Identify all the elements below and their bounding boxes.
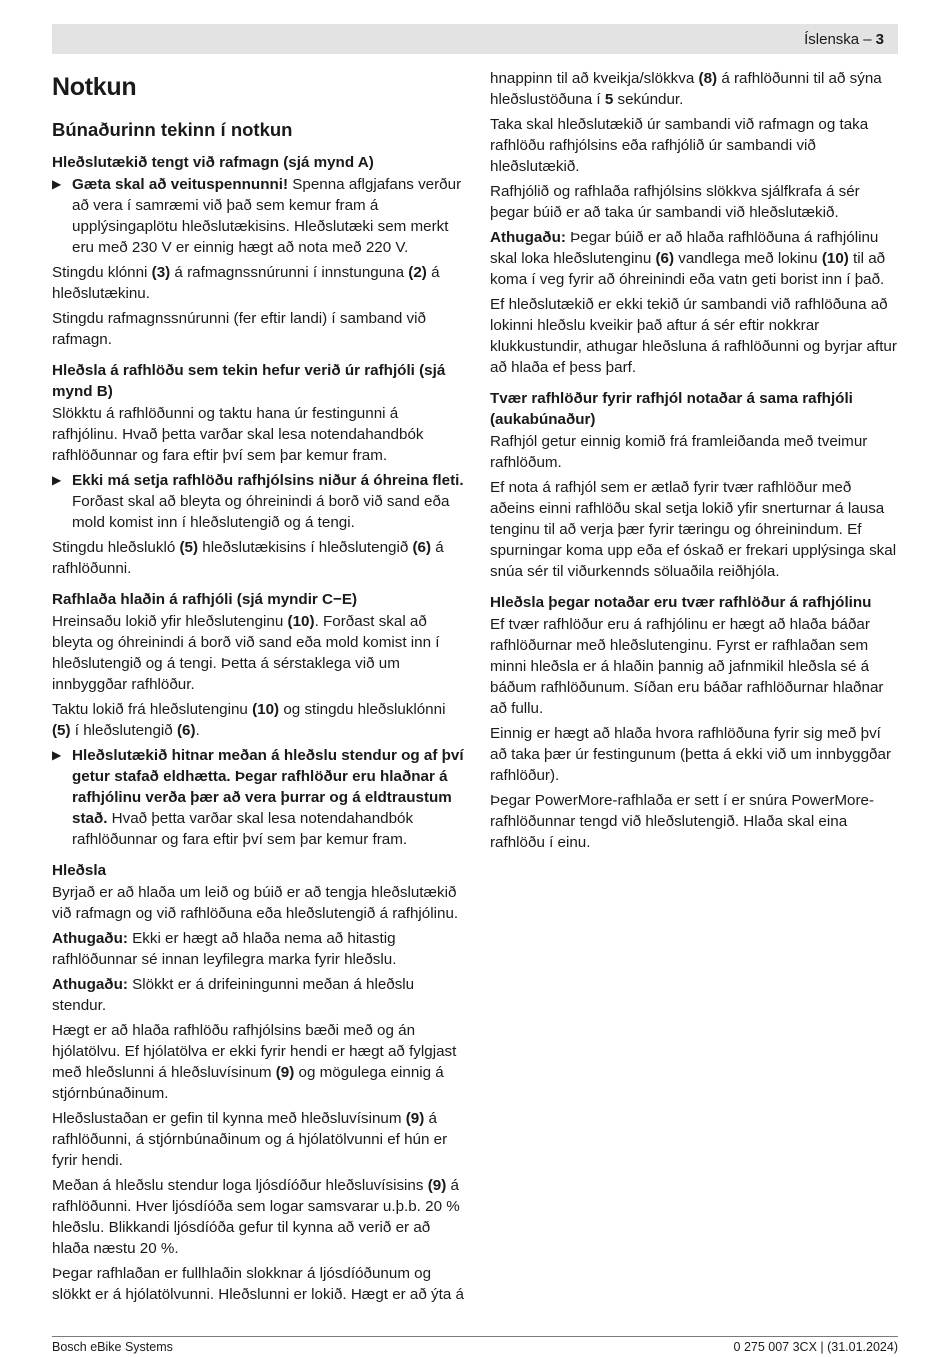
warning-bullet: ▶ Gæta skal að veituspennunni! Spenna aflgjafans verður að vera í samræmi við það sem kemur fram á upplýsingaplötu hleðslutækisins. Hleðslutæki sem merkt eru með 230 V er einnig hægt að nota með 220 V. xyxy=(52,176,462,256)
paragraph: hnappinn til að kveikja/slökkva (8) á rafhlöðunni til að sýna hleðslustöðuna í 5 sekúndur. xyxy=(490,70,882,108)
subheading-two-batteries: Tvær rafhlöður fyrir rafhjól notaðar á sama rafhjóli (aukabúnaður) xyxy=(490,390,853,428)
subheading-charger-connect: Hleðslutækið tengt við rafmagn (sjá mynd A) xyxy=(52,154,374,171)
paragraph: Ef tvær rafhlöður eru á rafhjólinu er hægt að hlaða báðar rafhlöðurnar með hleðslutenginu. Fyrst er rafhlaðan sem minni hleðsla er á hlaðin þannig að jafnmikil hleðsla sé á báðum rafhlöðunum. Síðan eru báðar rafhlöðurnar hlaðnar að fullu. xyxy=(490,616,884,717)
paragraph: Taka skal hleðslutækið úr sambandi við rafmagn og taka rafhlöðu rafhjólsins eða rafhjólið úr sambandi við hleðslutækið. xyxy=(490,116,869,175)
subheading-removed-battery: Hleðsla á rafhlöðu sem tekin hefur verið úr rafhjóli (sjá mynd B) xyxy=(52,362,446,400)
page-header xyxy=(52,24,898,54)
note: Athugaðu: Þegar búið er að hlaða rafhlöðuna á rafhjólinu skal loka hleðslutenginu (6) vandlega með lokinu (10) til að koma í veg fyrir að óhreinindi eða vatn geti borist inn í það. xyxy=(490,229,886,288)
header-language: Íslenska – xyxy=(804,30,872,48)
page-number: 3 xyxy=(875,30,884,48)
paragraph: Hreinsaðu lokið yfir hleðslutenginu (10). Forðast skal að bleyta og óhreinindi á borð við sand eða mold komist inn í hleðslutengið og á tengi. Þetta á sérstaklega við um innbyggðar rafhlöður. xyxy=(52,613,440,693)
paragraph: Stingdu hleðslukló (5) hleðslutækisins í hleðslutengið (6) á rafhlöðunni. xyxy=(52,539,444,577)
paragraph: Slökktu á rafhlöðunni og taktu hana úr festingunni á rafhjólinu. Hvað þetta varðar skal lesa notendahandbók rafhlöðunnar og fara eftir því sem þar kemur fram. xyxy=(52,405,424,464)
triangle-right-icon: ▶ xyxy=(52,177,62,191)
section-heading: Búnaðurinn tekinn í notkun xyxy=(52,119,293,140)
paragraph: Þegar PowerMore-rafhlaða er sett í er snúra PowerMore-rafhlöðunnar tengd við hleðslutengið. Hlaða skal eina rafhlöðu í einu. xyxy=(490,792,875,851)
paragraph: Ef hleðslutækið er ekki tekið úr sambandi við rafhlöðuna að lokinni hleðslu kveikir það aftur á sér eftir nokkrar klukkustundir, athugar hleðsluna á rafhlöðunni og byrjar aftur að hlaða ef þess þarf. xyxy=(490,296,897,376)
paragraph: Hægt er að hlaða rafhlöðu rafhjólsins bæði með og án hjólatölvu. Ef hjólatölva er ekki fyrir hendi er hægt að fylgjast með hleðslunni á hleðsluvísinum (9) og mögulega einnig á stjórnbúnaðinum. xyxy=(52,1022,457,1102)
paragraph: Stingdu klónni (3) á rafmagnssnúrunni í innstunguna (2) á hleðslutækinu. xyxy=(52,264,440,302)
paragraph: Byrjað er að hlaða um leið og búið er að tengja hleðslutækið við rafmagn og við rafhlöðuna eða hleðslutengið á rafhjólinu. xyxy=(52,884,459,922)
warning-bullet: ▶ Hleðslutækið hitnar meðan á hleðslu stendur og af því getur stafað eldhætta. Þegar rafhlöður eru hlaðnar á rafhjólinu verða þær að vera þurrar og á eldtraustum stað. Hvað þetta varðar skal lesa notendahandbók rafhlöðunnar og fara eftir því sem þar kemur fram. xyxy=(52,747,464,848)
triangle-right-icon: ▶ xyxy=(52,748,62,762)
paragraph: Meðan á hleðslu stendur loga ljósdíóður hleðsluvísisins (9) á rafhlöðunni. Hver ljósdíóða sem logar samsvarar u.þ.b. 20 % hleðslu. Blikkandi ljósdíóða gefur til kynna að verið er að hlaða næstu 20 %. xyxy=(52,1177,460,1257)
paragraph: Einnig er hægt að hlaða hvora rafhlöðuna fyrir sig með því að taka þær úr festingunum (þetta á ekki við um innbyggðar rafhlöður). xyxy=(490,725,892,784)
subheading-charging-two-batteries: Hleðsla þegar notaðar eru tvær rafhlöður á rafhjólinu xyxy=(490,594,872,611)
paragraph: Rafhjólið og rafhlaða rafhjólsins slökkva sjálfkrafa á sér þegar búið er að taka úr sambandi við hleðslutækið. xyxy=(490,183,860,221)
right-column xyxy=(490,68,900,857)
paragraph: Rafhjól getur einnig komið frá framleiðanda með tveimur rafhlöðum. xyxy=(490,433,868,471)
page-title: Notkun xyxy=(52,73,137,101)
note: Athugaðu: Ekki er hægt að hlaða nema að hitastig rafhlöðunnar sé innan leyfilegra marka fyrir hleðslu. xyxy=(52,930,397,968)
triangle-right-icon: ▶ xyxy=(52,473,62,487)
subheading-battery-on-bike: Rafhlaða hlaðin á rafhjóli (sjá myndir C−E) xyxy=(52,591,358,608)
paragraph: Ef nota á rafhjól sem er ætlað fyrir tvær rafhlöður með aðeins einni rafhlöðu skal setja lokið yfir snerturnar á lausa tenginu til að verja þær fyrir tæringu og óhreinindum. Ef spurningar koma upp eða ef óskað er frekari upplýsinga skal snúa sér til viðurkennds söluaðila reiðhjóla. xyxy=(490,479,897,580)
subheading-charging: Hleðsla xyxy=(52,862,107,879)
footer-doc-number: 0 275 007 3CX | (31.01.2024) xyxy=(733,1340,898,1354)
footer-brand: Bosch eBike Systems xyxy=(52,1340,173,1354)
paragraph: Þegar rafhlaðan er fullhlaðin slokknar á ljósdíóðunum og slökkt er á hjólatölvunni. Hleðslunni er lokið. Hægt er að ýta á xyxy=(52,1265,464,1303)
left-column xyxy=(52,68,464,1309)
warning-bullet: ▶ Ekki má setja rafhlöðu rafhjólsins niður á óhreina fleti. Forðast skal að bleyta og óhreinindi á borð við sand eða mold komist inn í hleðslutengið og á tengi. xyxy=(52,472,464,531)
paragraph: Hleðslustaðan er gefin til kynna með hleðsluvísinum (9) á rafhlöðunni, á stjórnbúnaðinum og á hjólatölvunni ef hún er fyrir hendi. xyxy=(52,1110,448,1169)
paragraph: Stingdu rafmagnssnúrunni (fer eftir landi) í samband við rafmagn. xyxy=(52,310,426,348)
paragraph: Taktu lokið frá hleðslutenginu (10) og stingdu hleðsluklónni (5) í hleðslutengið (6). xyxy=(52,701,446,739)
footer-divider xyxy=(52,1336,898,1337)
note: Athugaðu: Slökkt er á drifeiningunni meðan á hleðslu stendur. xyxy=(52,976,415,1014)
